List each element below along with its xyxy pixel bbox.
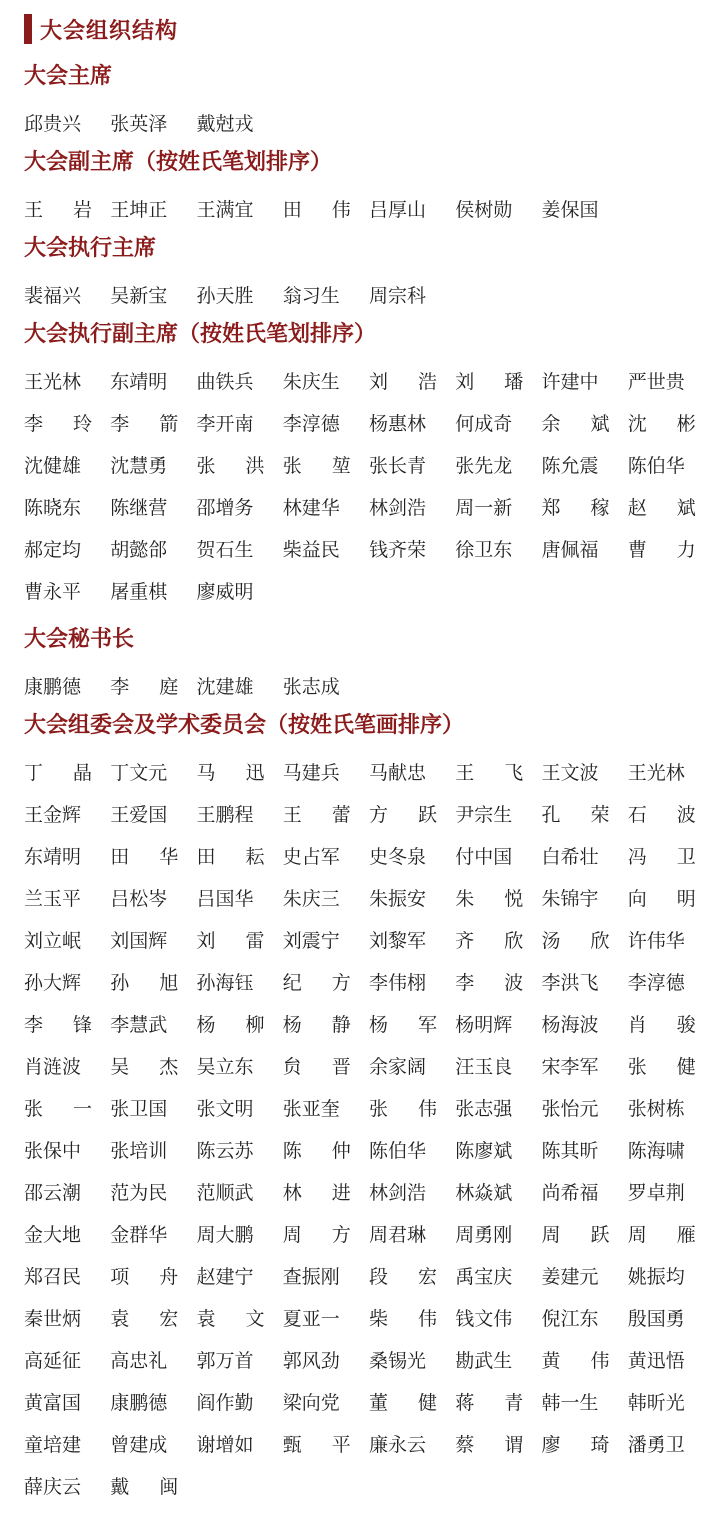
person-name: 汪玉良 xyxy=(455,1056,513,1078)
person-name: 方 跃 xyxy=(369,804,437,826)
person-name: 项 舟 xyxy=(110,1266,179,1288)
person-name: 余家阔 xyxy=(369,1056,427,1078)
section-heading: 大会执行主席 xyxy=(24,236,157,261)
person-name: 黄 伟 xyxy=(541,1350,610,1372)
person-name: 钱齐荣 xyxy=(369,539,427,561)
person-name: 田 华 xyxy=(110,846,179,868)
person-name: 张培训 xyxy=(110,1140,168,1162)
person-name: 朱锦宇 xyxy=(541,888,599,910)
person-name: 周 方 xyxy=(282,1224,351,1246)
person-name: 张志强 xyxy=(455,1098,513,1120)
person-name: 孙天胜 xyxy=(196,285,254,307)
person-name: 陈伯华 xyxy=(369,1140,427,1162)
person-name: 汤 欣 xyxy=(541,930,610,952)
person-name: 倪江东 xyxy=(541,1308,599,1330)
person-name: 柴益民 xyxy=(282,539,340,561)
person-name: 沈建雄 xyxy=(196,676,254,698)
person-name: 周宗科 xyxy=(369,285,427,307)
person-name: 张卫国 xyxy=(110,1098,168,1120)
person-name: 杨 静 xyxy=(282,1014,351,1036)
person-name: 郭风劲 xyxy=(282,1350,340,1372)
person-name: 齐 欣 xyxy=(455,930,524,952)
person-name: 刘震宁 xyxy=(282,930,340,952)
person-name: 王 岩 xyxy=(24,199,92,221)
person-name: 金大地 xyxy=(24,1224,82,1246)
person-name: 东靖明 xyxy=(110,371,168,393)
person-name: 林剑浩 xyxy=(369,1182,427,1204)
person-name: 秦世炳 xyxy=(24,1308,82,1330)
person-name: 孔 荣 xyxy=(541,804,610,826)
person-name: 甄 平 xyxy=(282,1434,351,1456)
person-name: 付中国 xyxy=(455,846,513,868)
person-name: 陈继营 xyxy=(110,497,168,519)
person-name: 李伟栩 xyxy=(369,972,427,994)
person-name: 李 波 xyxy=(455,972,524,994)
person-name: 王满宜 xyxy=(196,199,254,221)
person-name: 陈允震 xyxy=(541,455,599,477)
person-name: 孙大辉 xyxy=(24,972,82,994)
person-name: 谢增如 xyxy=(196,1434,254,1456)
person-name: 李 玲 xyxy=(24,413,92,435)
person-name: 廉永云 xyxy=(369,1434,427,1456)
person-name: 严世贵 xyxy=(627,371,685,393)
person-name: 贠 晋 xyxy=(282,1056,351,1078)
person-name: 林剑浩 xyxy=(369,497,427,519)
person-name: 刘 雷 xyxy=(196,930,265,952)
person-name: 吴立东 xyxy=(196,1056,254,1078)
person-name: 戴尅戎 xyxy=(196,113,254,135)
person-name: 禹宝庆 xyxy=(455,1266,513,1288)
section-heading: 大会秘书长 xyxy=(24,627,135,652)
name-list xyxy=(24,361,714,613)
person-name: 童培建 xyxy=(24,1434,82,1456)
person-name: 金群华 xyxy=(110,1224,168,1246)
person-name: 东靖明 xyxy=(24,846,82,868)
person-name: 陈廖斌 xyxy=(455,1140,513,1162)
person-name: 许伟华 xyxy=(627,930,685,952)
person-name: 陈 仲 xyxy=(282,1140,351,1162)
person-name: 陈云苏 xyxy=(196,1140,254,1162)
person-name: 吕松岑 xyxy=(110,888,168,910)
person-name: 吴新宝 xyxy=(110,285,168,307)
person-name: 邵增务 xyxy=(196,497,254,519)
person-name: 丁文元 xyxy=(110,762,168,784)
person-name: 朱庆生 xyxy=(282,371,340,393)
person-name: 吕国华 xyxy=(196,888,254,910)
person-name: 张树栋 xyxy=(627,1098,685,1120)
person-name: 郝定均 xyxy=(24,539,82,561)
person-name: 肖涟波 xyxy=(24,1056,82,1078)
person-name: 杨 柳 xyxy=(196,1014,265,1036)
person-name: 曾建成 xyxy=(110,1434,168,1456)
person-name: 冯 卫 xyxy=(627,846,696,868)
person-name: 王 蕾 xyxy=(282,804,351,826)
person-name: 阎作勤 xyxy=(196,1392,254,1414)
person-name: 邱贵兴 xyxy=(24,113,82,135)
person-name: 王坤正 xyxy=(110,199,168,221)
person-name: 张文明 xyxy=(196,1098,254,1120)
person-name: 张 伟 xyxy=(369,1098,437,1120)
person-name: 范顺武 xyxy=(196,1182,254,1204)
person-name: 王爱国 xyxy=(110,804,168,826)
person-name: 张 洪 xyxy=(196,455,265,477)
person-name: 白希壮 xyxy=(541,846,599,868)
page-title: 大会组织结构 xyxy=(40,18,179,44)
person-name: 朱振安 xyxy=(369,888,427,910)
person-name: 田 耘 xyxy=(196,846,265,868)
name-list xyxy=(24,275,714,317)
person-name: 康鹏德 xyxy=(110,1392,168,1414)
person-name: 李洪飞 xyxy=(541,972,599,994)
person-name: 范为民 xyxy=(110,1182,168,1204)
person-name: 王光林 xyxy=(627,762,685,784)
person-name: 李 箭 xyxy=(110,413,179,435)
person-name: 裴福兴 xyxy=(24,285,82,307)
person-name: 蒋 青 xyxy=(455,1392,524,1414)
person-name: 张先龙 xyxy=(455,455,513,477)
person-name: 郭万首 xyxy=(196,1350,254,1372)
person-name: 胡懿郃 xyxy=(110,539,168,561)
person-name: 刘黎军 xyxy=(369,930,427,952)
person-name: 邵云潮 xyxy=(24,1182,82,1204)
person-name: 姜保国 xyxy=(541,199,599,221)
person-name: 林 进 xyxy=(282,1182,351,1204)
person-name: 杨明辉 xyxy=(455,1014,513,1036)
person-name: 赵 斌 xyxy=(627,497,696,519)
person-name: 陈其昕 xyxy=(541,1140,599,1162)
person-name: 尚希福 xyxy=(541,1182,599,1204)
person-name: 薛庆云 xyxy=(24,1476,82,1498)
person-name: 唐佩福 xyxy=(541,539,599,561)
section-heading: 大会副主席（按姓氏笔划排序） xyxy=(24,150,333,175)
section-heading: 大会主席 xyxy=(24,64,113,89)
person-name: 孙海钰 xyxy=(196,972,254,994)
person-name: 张怡元 xyxy=(541,1098,599,1120)
person-name: 侯树勋 xyxy=(455,199,513,221)
person-name: 史占军 xyxy=(282,846,340,868)
person-name: 孙 旭 xyxy=(110,972,179,994)
person-name: 殷国勇 xyxy=(627,1308,685,1330)
person-name: 何成奇 xyxy=(455,413,513,435)
page-title-block xyxy=(24,0,720,58)
person-name: 黄富国 xyxy=(24,1392,82,1414)
person-name: 戴 闽 xyxy=(110,1476,179,1498)
name-list xyxy=(24,189,714,231)
title-accent-bar xyxy=(24,14,32,44)
person-name: 李慧武 xyxy=(110,1014,168,1036)
person-name: 朱 悦 xyxy=(455,888,524,910)
person-name: 高延征 xyxy=(24,1350,82,1372)
person-name: 蔡 谓 xyxy=(455,1434,524,1456)
person-name: 王鹏程 xyxy=(196,804,254,826)
person-name: 曲铁兵 xyxy=(196,371,254,393)
name-list xyxy=(24,752,714,1508)
person-name: 周大鹏 xyxy=(196,1224,254,1246)
person-name: 张志成 xyxy=(282,676,340,698)
person-name: 李开南 xyxy=(196,413,254,435)
person-name: 刘 浩 xyxy=(369,371,437,393)
person-name: 宋李军 xyxy=(541,1056,599,1078)
person-name: 史冬泉 xyxy=(369,846,427,868)
person-name: 田 伟 xyxy=(282,199,351,221)
person-name: 周 跃 xyxy=(541,1224,610,1246)
person-name: 向 明 xyxy=(627,888,696,910)
person-name: 许建中 xyxy=(541,371,599,393)
person-name: 黄迅悟 xyxy=(627,1350,685,1372)
person-name: 张 一 xyxy=(24,1098,92,1120)
person-name: 袁 宏 xyxy=(110,1308,179,1330)
person-name: 林焱斌 xyxy=(455,1182,513,1204)
person-name: 李 庭 xyxy=(110,676,179,698)
person-name: 王 飞 xyxy=(455,762,524,784)
person-name: 杨惠林 xyxy=(369,413,427,435)
person-name: 王光林 xyxy=(24,371,82,393)
person-name: 康鹏德 xyxy=(24,676,82,698)
person-name: 肖 骏 xyxy=(627,1014,696,1036)
person-name: 罗卓荆 xyxy=(627,1182,685,1204)
person-name: 翁习生 xyxy=(282,285,340,307)
person-name: 查振刚 xyxy=(282,1266,340,1288)
person-name: 李 锋 xyxy=(24,1014,92,1036)
person-name: 陈海啸 xyxy=(627,1140,685,1162)
person-name: 兰玉平 xyxy=(24,888,82,910)
person-name: 贺石生 xyxy=(196,539,254,561)
person-name: 袁 文 xyxy=(196,1308,265,1330)
person-name: 张保中 xyxy=(24,1140,82,1162)
person-name: 张亚奎 xyxy=(282,1098,340,1120)
person-name: 纪 方 xyxy=(282,972,351,994)
person-name: 沈慧勇 xyxy=(110,455,168,477)
person-name: 赵建宁 xyxy=(196,1266,254,1288)
person-name: 丁 晶 xyxy=(24,762,92,784)
person-name: 郑 稼 xyxy=(541,497,610,519)
person-name: 张 堃 xyxy=(282,455,351,477)
person-name: 朱庆三 xyxy=(282,888,340,910)
person-name: 李淳德 xyxy=(282,413,340,435)
person-name: 马建兵 xyxy=(282,762,340,784)
person-name: 韩一生 xyxy=(541,1392,599,1414)
person-name: 刘立岷 xyxy=(24,930,82,952)
person-name: 姚振均 xyxy=(627,1266,685,1288)
person-name: 姜建元 xyxy=(541,1266,599,1288)
person-name: 王金辉 xyxy=(24,804,82,826)
person-name: 张长青 xyxy=(369,455,427,477)
person-name: 马 迅 xyxy=(196,762,265,784)
person-name: 周君琳 xyxy=(369,1224,427,1246)
person-name: 周一新 xyxy=(455,497,513,519)
person-name: 勘武生 xyxy=(455,1350,513,1372)
person-name: 陈伯华 xyxy=(627,455,685,477)
person-name: 段 宏 xyxy=(369,1266,437,1288)
person-name: 柴 伟 xyxy=(369,1308,437,1330)
person-name: 廖 琦 xyxy=(541,1434,610,1456)
person-name: 尹宗生 xyxy=(455,804,513,826)
person-name: 屠重棋 xyxy=(110,581,168,603)
person-name: 曹永平 xyxy=(24,581,82,603)
person-name: 王文波 xyxy=(541,762,599,784)
person-name: 石 波 xyxy=(627,804,696,826)
person-name: 吴 杰 xyxy=(110,1056,179,1078)
person-name: 周勇刚 xyxy=(455,1224,513,1246)
person-name: 沈健雄 xyxy=(24,455,82,477)
name-list xyxy=(24,666,714,708)
person-name: 郑召民 xyxy=(24,1266,82,1288)
name-list xyxy=(24,103,714,145)
person-name: 周 雁 xyxy=(627,1224,696,1246)
person-name: 林建华 xyxy=(282,497,340,519)
person-name: 张英泽 xyxy=(110,113,168,135)
person-name: 刘 璠 xyxy=(455,371,524,393)
person-name: 张 健 xyxy=(627,1056,696,1078)
person-name: 沈 彬 xyxy=(627,413,696,435)
section-heading: 大会组委会及学术委员会（按姓氏笔画排序） xyxy=(24,713,465,738)
person-name: 陈晓东 xyxy=(24,497,82,519)
person-name: 杨海波 xyxy=(541,1014,599,1036)
person-name: 董 健 xyxy=(369,1392,437,1414)
person-name: 李淳德 xyxy=(627,972,685,994)
person-name: 杨 军 xyxy=(369,1014,437,1036)
person-name: 韩昕光 xyxy=(627,1392,685,1414)
person-name: 吕厚山 xyxy=(369,199,427,221)
person-name: 曹 力 xyxy=(627,539,696,561)
person-name: 梁向党 xyxy=(282,1392,340,1414)
person-name: 潘勇卫 xyxy=(627,1434,685,1456)
person-name: 桑锡光 xyxy=(369,1350,427,1372)
person-name: 廖威明 xyxy=(196,581,254,603)
person-name: 马献忠 xyxy=(369,762,427,784)
person-name: 徐卫东 xyxy=(455,539,513,561)
person-name: 高忠礼 xyxy=(110,1350,168,1372)
person-name: 刘国辉 xyxy=(110,930,168,952)
person-name: 余 斌 xyxy=(541,413,610,435)
person-name: 夏亚一 xyxy=(282,1308,340,1330)
person-name: 钱文伟 xyxy=(455,1308,513,1330)
section-heading: 大会执行副主席（按姓氏笔划排序） xyxy=(24,322,377,347)
